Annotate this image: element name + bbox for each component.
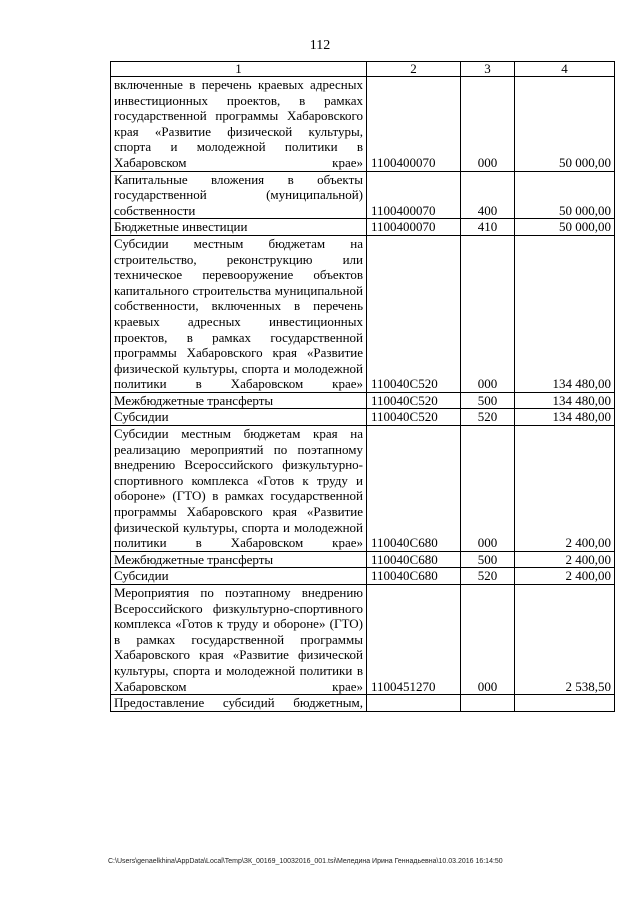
row-sum: 50 000,00: [515, 219, 615, 236]
row-code: 110040С680: [367, 568, 461, 585]
table-row: [111, 171, 615, 219]
row-code: 110040С520: [367, 409, 461, 426]
row-name: Предоставление субсидий бюджетным,: [111, 695, 367, 712]
row-name: Капитальные вложения в объекты государственной (муниципальной) собственности: [111, 171, 367, 219]
row-name: Субсидии: [111, 568, 367, 585]
row-code: 1100451270: [367, 585, 461, 695]
row-code: [367, 695, 461, 712]
table-row: [111, 551, 615, 568]
row-name: Межбюджетные трансферты: [111, 392, 367, 409]
row-sum: [515, 695, 615, 712]
row-sum: 134 480,00: [515, 235, 615, 392]
footer-file-path: C:\Users\genaelkhina\AppData\Local\Temp\ЗК_00169_10032016_001.tsi\Меледина Ирина Геннадьевна\10.03.2016 16:14:50: [108, 858, 503, 865]
row-name: Бюджетные инвестиции: [111, 219, 367, 236]
table-row: [111, 392, 615, 409]
row-code: 110040С520: [367, 392, 461, 409]
row-code: 110040С520: [367, 235, 461, 392]
column-header: 1: [111, 62, 367, 77]
row-vr: 500: [461, 392, 515, 409]
row-name: Субсидии местным бюджетам края на реализацию мероприятий по поэтапному внедрению Всероссийского физкультурно-спортивного комплекса «Готов к труду и обороне» (ГТО) в рамках государственной программы Хабаровского края «Развитие физической культуры, спорта и молодежной политики в Хабаровском крае»: [111, 426, 367, 552]
row-code: 110040С680: [367, 551, 461, 568]
row-vr: 410: [461, 219, 515, 236]
column-header: 3: [461, 62, 515, 77]
row-vr: 400: [461, 171, 515, 219]
table-row: [111, 695, 615, 712]
row-vr: 520: [461, 568, 515, 585]
row-code: 1100400070: [367, 219, 461, 236]
row-vr: 000: [461, 426, 515, 552]
row-code: 1100400070: [367, 171, 461, 219]
column-header: 4: [515, 62, 615, 77]
table-header-row: [111, 62, 615, 77]
budget-table: [110, 61, 615, 712]
row-name: Субсидии: [111, 409, 367, 426]
table-row: [111, 77, 615, 172]
row-sum: 134 480,00: [515, 409, 615, 426]
row-code: 110040С680: [367, 426, 461, 552]
column-header: 2: [367, 62, 461, 77]
row-name: Мероприятия по поэтапному внедрению Всероссийского физкультурно-спортивного комплекса «Готов к труду и обороне» (ГТО) в рамках государственной программы Хабаровского края «Развитие физической культуры, спорта и молодежной политики в Хабаровском крае»: [111, 585, 367, 695]
table-row: [111, 409, 615, 426]
row-sum: 50 000,00: [515, 77, 615, 172]
row-name: включенные в перечень краевых адресных инвестиционных проектов, в рамках государственной программы Хабаровского края «Развитие физической культуры, спорта и молодежной политики в Хабаровском крае»: [111, 77, 367, 172]
row-name: Субсидии местным бюджетам на строительство, реконструкцию или техническое перевооружение объектов капитального строительства муниципальной собственности, включенных в перечень краевых адресных инвестиционных проектов, в рамках государственной программы Хабаровского края «Развитие физической культуры, спорта и молодежной политики в Хабаровском крае»: [111, 235, 367, 392]
row-sum: 134 480,00: [515, 392, 615, 409]
row-sum: 2 400,00: [515, 426, 615, 552]
row-vr: 500: [461, 551, 515, 568]
row-vr: 520: [461, 409, 515, 426]
table-row: [111, 235, 615, 392]
row-vr: 000: [461, 77, 515, 172]
row-vr: 000: [461, 235, 515, 392]
row-vr: [461, 695, 515, 712]
row-sum: 2 538,50: [515, 585, 615, 695]
row-sum: 2 400,00: [515, 551, 615, 568]
page-number: 112: [309, 38, 331, 53]
row-code: 1100400070: [367, 77, 461, 172]
table-row: [111, 219, 615, 236]
row-sum: 50 000,00: [515, 171, 615, 219]
table-row: [111, 568, 615, 585]
row-sum: 2 400,00: [515, 568, 615, 585]
row-name: Межбюджетные трансферты: [111, 551, 367, 568]
row-vr: 000: [461, 585, 515, 695]
table-row: [111, 585, 615, 695]
table-row: [111, 426, 615, 552]
